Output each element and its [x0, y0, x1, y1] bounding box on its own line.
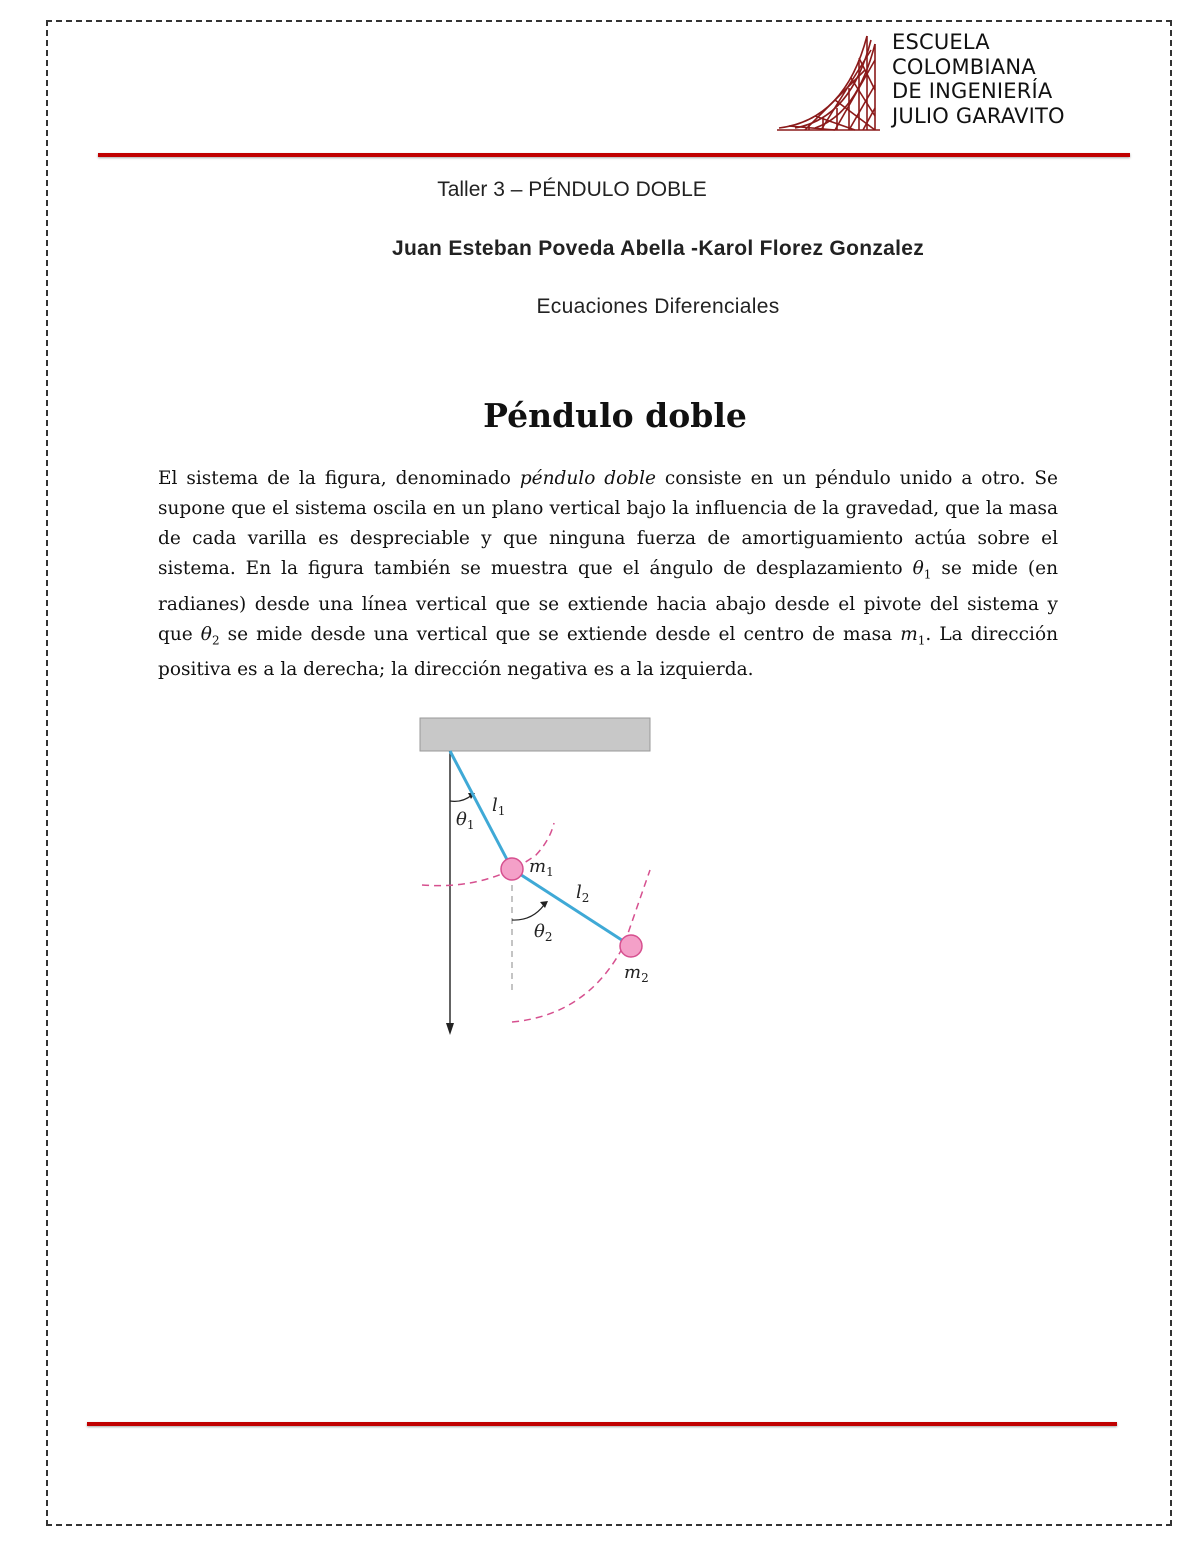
header-rule [98, 153, 1130, 157]
logo-wordmark [892, 30, 1065, 128]
assignment-title: Taller 3 – PÉNDULO DOBLE [437, 178, 707, 201]
theta1-symbol: $\theta_1$ [912, 558, 932, 582]
ceiling-support [420, 718, 650, 751]
authors: Juan Esteban Poveda Abella -Karol Florez Gonzalez [391, 237, 925, 260]
para-italic-term: péndulo doble [519, 468, 656, 489]
theta2-symbol: $\theta_2$ [200, 623, 220, 648]
footer-rule [87, 1422, 1117, 1426]
institution-logo [775, 30, 1095, 135]
logo-mark-icon [775, 30, 885, 134]
para-text-2: consiste en un péndulo unido a otro. Se supone que el sistema oscila en un plano vertical bajo la influencia de la gravedad, que la masa de cada varilla es despreciable y que ninguna fuerza de amortiguamiento actúa sobre el sistema. En la figura también se muestra que el ángulo de desplazamiento [158, 468, 1058, 579]
m1-label: $m_1$ [529, 856, 554, 879]
down-arrow-icon [446, 1023, 454, 1035]
logo-line-1: ESCUELA [892, 30, 990, 54]
theta2-label: $\theta_2$ [534, 921, 553, 944]
para-text-1: El sistema de la figura, denominado [158, 468, 520, 489]
theta2-arrow-icon [540, 901, 548, 908]
para-text-5: . La dirección positiva es a la derecha; la dirección negativa es a la izquierda. [158, 623, 1059, 681]
m2-label: $m_2$ [624, 962, 649, 985]
logo-line-4: JULIO GARAVITO [892, 103, 1065, 128]
theta1-label: $\theta_1$ [456, 809, 475, 832]
body-paragraph [158, 464, 1058, 685]
l1-label: $l_1$ [492, 795, 506, 818]
mass-m2 [620, 935, 642, 957]
theta1-arc [450, 795, 472, 801]
theta2-arc [512, 905, 544, 920]
l2-label: $l_2$ [576, 882, 590, 905]
double-pendulum-figure [418, 715, 658, 1040]
para-text-4: se mide desde una vertical que se extiende desde el centro de masa [219, 623, 901, 645]
logo-line-3: DE INGENIERÍA [892, 79, 1053, 103]
rod-l2 [512, 869, 631, 946]
para-text-3: se mide (en radianes) desde una línea vertical que se extiende hacia abajo desde el pivote del sistema y que [158, 558, 1058, 645]
m1-symbol: $m_1$ [900, 623, 926, 648]
mass-m1 [501, 858, 523, 880]
logo-line-2: COLOMBIANA [892, 54, 1036, 79]
document-title: Péndulo doble [483, 396, 747, 435]
course-name: Ecuaciones Diferenciales [536, 295, 780, 318]
